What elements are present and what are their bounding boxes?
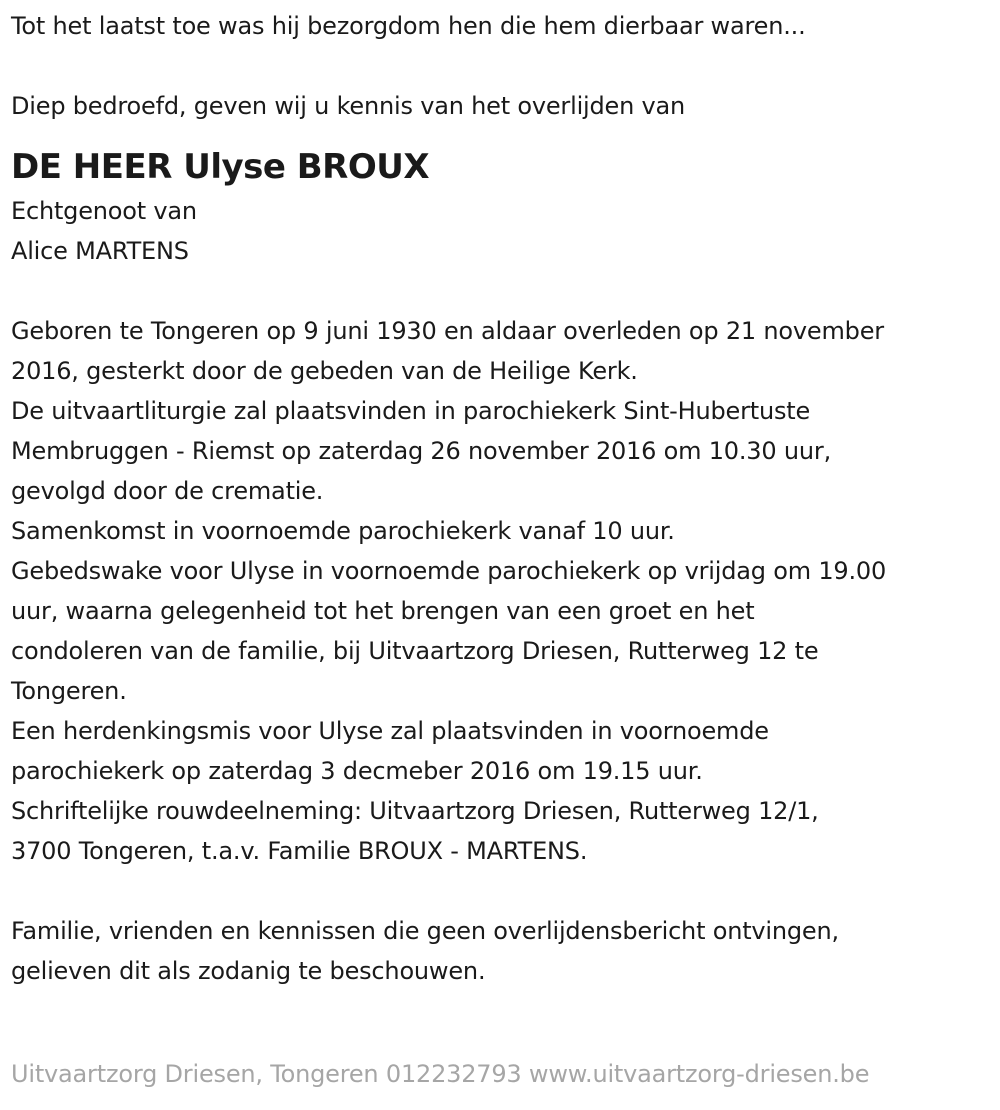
details-line: Membruggen - Riemst op zaterdag 26 november 2016 om 10.30 uur, <box>11 437 831 465</box>
details-line: Gebedswake voor Ulyse in voornoemde parochiekerk op vrijdag om 19.00 <box>11 557 887 585</box>
spacer <box>11 271 990 311</box>
closing-block <box>11 911 990 991</box>
details-line: gevolgd door de crematie. <box>11 477 324 505</box>
details-line: 3700 Tongeren, t.a.v. Familie BROUX - MARTENS. <box>11 837 588 865</box>
details-line: 2016, gesterkt door de gebeden van de Heilige Kerk. <box>11 357 638 385</box>
announcement-text: Diep bedroefd, geven wij u kennis van het overlijden van <box>11 92 686 120</box>
intro-quote: Tot het laatst toe was hij bezorgdom hen die hem dierbaar waren... <box>11 12 806 40</box>
details-line: De uitvaartliturgie zal plaatsvinden in parochiekerk Sint-Hubertuste <box>11 397 811 425</box>
details-line: Tongeren. <box>11 677 127 705</box>
details-line: Samenkomst in voornoemde parochiekerk vanaf 10 uur. <box>11 517 675 545</box>
spouse-relation: Echtgenoot van <box>11 197 197 225</box>
closing-line: gelieven dit als zodanig te beschouwen. <box>11 957 486 985</box>
closing-line: Familie, vrienden en kennissen die geen overlijdensbericht ontvingen, <box>11 917 839 945</box>
details-line: uur, waarna gelegenheid tot het brengen van een groet en het <box>11 597 755 625</box>
spacer <box>11 871 990 911</box>
spouse-name: Alice MARTENS <box>11 237 189 265</box>
funeral-home-footer: Uitvaartzorg Driesen, Tongeren 012232793 www.uitvaartzorg-driesen.be <box>11 1060 870 1088</box>
details-line: condoleren van de familie, bij Uitvaartzorg Driesen, Rutterweg 12 te <box>11 637 819 665</box>
details-line: parochiekerk op zaterdag 3 decmeber 2016 om 19.15 uur. <box>11 757 703 785</box>
details-line: Een herdenkingsmis voor Ulyse zal plaatsvinden in voornoemde <box>11 717 769 745</box>
spacer <box>11 46 990 86</box>
deceased-name: DE HEER Ulyse BROUX <box>11 147 430 187</box>
details-block <box>11 311 990 871</box>
details-line: Schriftelijke rouwdeelneming: Uitvaartzorg Driesen, Rutterweg 12/1, <box>11 797 819 825</box>
details-line: Geboren te Tongeren op 9 juni 1930 en aldaar overleden op 21 november <box>11 317 884 345</box>
